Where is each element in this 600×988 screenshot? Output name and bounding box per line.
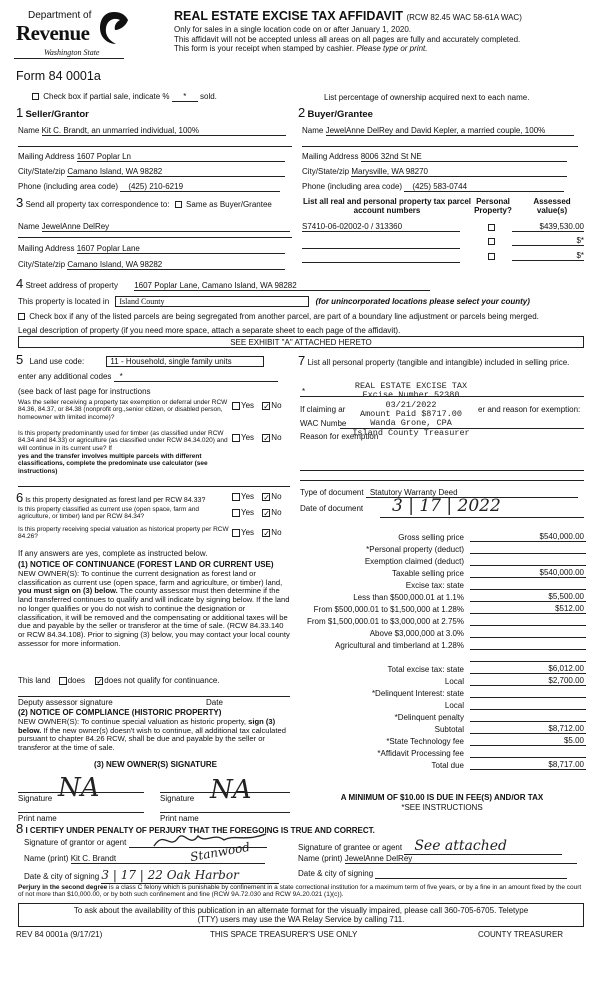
signature-label-1: Signature — [18, 794, 53, 803]
relay-line2: (TTY) users may use the WA Relay Service by calling 711. — [197, 915, 405, 925]
buyer-mail[interactable]: 8006 32nd St NE — [361, 152, 567, 162]
buyer-mail-label: Mailing Address — [302, 152, 359, 161]
grantee-name[interactable]: JewelAnne DelRey — [345, 854, 577, 864]
personal-property-checkbox-2[interactable] — [488, 238, 495, 245]
tax-row — [296, 578, 586, 590]
notice2-p2a: sign (3) below. — [18, 717, 276, 735]
buyer-name-label: Name — [302, 126, 324, 135]
form-number: Form 84 0001a — [16, 69, 101, 83]
street-field — [16, 277, 430, 292]
tax-row — [296, 758, 586, 770]
notice2-title: (2) NOTICE OF COMPLIANCE (HISTORIC PROPERTY) — [18, 708, 222, 717]
form-title: REAL ESTATE EXCISE TAX AFFIDAVIT — [174, 9, 403, 23]
form-rcw: (RCW 82.45 WAC 58-61A WAC) — [406, 13, 522, 22]
corr-mail[interactable]: 1607 Poplar Lane — [77, 244, 285, 254]
buyer-title: Buyer/Grantee — [307, 109, 373, 120]
assessed-value-2[interactable]: $* — [512, 236, 584, 246]
corr-mail-field — [18, 244, 285, 254]
seller-heading — [16, 106, 89, 121]
tax-row-label: Agricultural and timberland at 1.28% — [335, 640, 464, 650]
notice2-p1: NEW OWNER(S): To continue special valuation as historic property, — [18, 717, 247, 726]
header-line3b: Please type or print. — [356, 43, 428, 53]
q5-2-yes-label: Yes — [241, 433, 255, 442]
additional-codes-field — [18, 372, 278, 382]
grantee-name-field — [298, 854, 577, 864]
q6-3-yes-label: Yes — [241, 528, 255, 537]
tax-row-value[interactable] — [470, 661, 586, 662]
tax-row — [296, 650, 586, 662]
grantor-date-field — [24, 869, 279, 884]
buyer-city-field — [302, 167, 567, 177]
grantee-date-city[interactable] — [375, 869, 567, 879]
seller-title: Seller/Grantor — [25, 109, 89, 120]
ownership-note: List percentage of ownership acquired next to each name. — [324, 93, 530, 102]
does-not-checkbox[interactable]: ✓ — [96, 676, 103, 686]
same-as-buyer-checkbox[interactable] — [175, 201, 182, 208]
grantor-name[interactable]: Kit C. Brandt — [71, 854, 265, 864]
tax-row-value[interactable] — [470, 697, 586, 698]
buyer-num: 2 — [298, 105, 306, 120]
perjury-bold: Perjury in the second degree — [18, 884, 108, 891]
deputy-line — [18, 696, 290, 697]
tax-row-label: Local — [444, 676, 464, 686]
section4-num: 4 — [16, 276, 24, 291]
notice1-p2b: you must sign on (3) below. — [18, 586, 118, 596]
minimum-line1: A MINIMUM OF $10.00 IS DUE IN FEE(S) AND/OR TAX — [340, 793, 544, 802]
q5-1-no-checkbox[interactable]: ✓ — [263, 401, 270, 411]
partial-sale-checkbox[interactable] — [32, 93, 39, 100]
footer-center: THIS SPACE TREASURER'S USE ONLY — [210, 930, 358, 939]
relay-box — [18, 903, 584, 927]
buyer-phone[interactable]: (425) 583-0744 — [404, 182, 564, 192]
city-mark: Stanwood — [189, 839, 251, 865]
tax-row — [296, 566, 586, 578]
deputy-label: Deputy assessor signature — [18, 698, 113, 707]
section7-intro — [298, 354, 588, 369]
perjury-notice — [18, 884, 584, 899]
tax-row-label: Exemption claimed (deduct) — [364, 556, 464, 566]
header-line2: This affidavit will not be accepted unless all areas on all pages are fully and accurately completed. — [174, 34, 521, 44]
county-select[interactable]: Island County — [115, 296, 309, 307]
dept-line1: Department of — [28, 10, 92, 21]
tax-row-label: Local — [444, 700, 464, 710]
tax-row-label: Subtotal — [434, 724, 464, 734]
q5-1-no-label: No — [271, 401, 282, 410]
buyer-phone-label: Phone (including area code) — [302, 182, 403, 191]
dor-swirl-icon — [98, 10, 130, 46]
dor-logo — [14, 8, 134, 70]
tax-row-label: From $1,500,000.01 to $3,000,000 at 2.75% — [306, 616, 464, 626]
notice1-p2a: land, — [265, 577, 283, 587]
located-note: (for unincorporated locations please select your county) — [315, 297, 530, 306]
does-not-label: does not qualify for continuance. — [104, 676, 220, 685]
tax-row-value[interactable] — [470, 757, 586, 758]
tax-row-value[interactable] — [470, 709, 586, 710]
partial-sale — [32, 92, 217, 102]
q5-1-yes-checkbox[interactable] — [232, 402, 240, 410]
corr-name-label: Name — [18, 222, 40, 231]
tax-row-label: From $500,000.01 to $1,500,000 at 1.28% — [313, 604, 464, 614]
header-line3: This form is your receipt when stamped by cashier. — [174, 43, 355, 53]
tax-row — [296, 698, 586, 710]
buyer-city-label: City/State/zip — [302, 167, 350, 176]
tax-row — [296, 710, 586, 722]
tax-row-label: Excise tax: state — [405, 580, 464, 590]
located-label: This property is located in — [18, 297, 110, 306]
land-use-label: Land use code: — [29, 357, 85, 366]
grantee-sig-field — [298, 838, 562, 855]
tax-row-label: *Personal property (deduct) — [366, 544, 464, 554]
personal-property-checkbox-3[interactable] — [488, 253, 495, 260]
q5-2-yes-checkbox[interactable] — [232, 434, 240, 442]
parcel-line-3 — [302, 262, 460, 263]
dept-line3: Washington State — [44, 48, 100, 57]
notice3-title: (3) NEW OWNER(S) SIGNATURE — [94, 760, 217, 769]
print-name-label-2: Print name — [160, 814, 199, 823]
print-name-label-1: Print name — [18, 814, 57, 823]
seller-city-label: City/State/zip — [18, 167, 66, 176]
signature-label-2: Signature — [160, 794, 195, 803]
seller-blank-line — [18, 146, 292, 147]
doc-type[interactable]: Statutory Warranty Deed — [366, 488, 578, 498]
assessed-value-1[interactable]: $439,530.00 — [512, 222, 584, 232]
dept-line2: Revenue — [16, 21, 90, 45]
seller-phone[interactable]: (425) 210-6219 — [120, 182, 280, 192]
notice2-body — [18, 718, 290, 753]
buyer-name[interactable]: JewelAnne DelRey and David Kepler, a married couple, 100% — [326, 126, 574, 136]
seller-city[interactable]: Camano Island, WA 98282 — [67, 167, 285, 177]
tax-row — [296, 662, 586, 674]
partial-sale-label: Check box if partial sale, indicate % — [43, 92, 170, 101]
partial-sale-suffix: sold. — [200, 92, 217, 101]
stamp-line-4: Amount Paid $8717.00 — [359, 409, 463, 420]
land-use-select[interactable]: 11 - Household, single family units — [106, 356, 264, 367]
grantor-date-city[interactable]: 3 | 17 | 22 Oak Harbor — [101, 869, 279, 884]
stamp-line-6: Island County Treasurer — [352, 427, 470, 438]
q5-1: Was the seller receiving a property tax exemption or deferral under RCW 84.36, 84.37, or 84.38 (nonprofit org.,senior citizen, or disabled person, homeowner with limited income)? — [18, 399, 228, 421]
stamp-line-1: REAL ESTATE EXCISE TAX — [354, 381, 468, 391]
q6-1-yes-label: Yes — [241, 492, 255, 501]
seller-name[interactable]: Kit C. Brandt, an unmarried individual, 100% — [42, 126, 286, 136]
section8-num: 8 — [16, 821, 24, 836]
q6-3-no-label: No — [271, 528, 282, 537]
street-address[interactable]: 1607 Poplar Lane, Camano Island, WA 98282 — [134, 281, 430, 291]
q5-2a: Is this property predominantly used for timber (as classified under RCW 84.34 and 84.33) or agriculture (as classified under RCW 84.34.020) and will continue in its current use? If — [18, 430, 228, 452]
grantor-name-label: Name (print) — [24, 854, 69, 863]
tax-row-value[interactable] — [470, 721, 586, 722]
reason-line-2 — [300, 480, 584, 481]
q6-2-no-checkbox[interactable]: ✓ — [263, 508, 270, 518]
tax-row-value[interactable] — [470, 553, 586, 554]
tax-row — [296, 746, 586, 758]
buyer-heading — [298, 106, 373, 121]
grantor-sig-label: Signature of grantor or agent — [24, 838, 127, 847]
grantee-signature[interactable]: See attached — [404, 838, 562, 855]
tax-row — [296, 626, 586, 638]
wac-label: WAC Numbe — [300, 419, 347, 428]
notice1-p2c: The county assessor must then determine if the land transferred continues to qualify and will indicate by signing below. If the land no longer qualifies or you do not wish to continue the designation or classification, it will be removed and the compensating or additional taxes will be due and payable by the seller or transferor at the time of sale. (RCW 84.33.140 or RCW 84.34.108). Prior to signing (3) below, you may contact your local county assessor for more information. — [18, 586, 290, 648]
q6-1-no-checkbox[interactable]: ✓ — [263, 492, 270, 502]
tax-row-value[interactable] — [470, 565, 586, 566]
tax-row — [296, 530, 586, 542]
seller-name-field — [18, 126, 292, 136]
q5-2-no-label: No — [271, 433, 282, 442]
tax-row-value[interactable]: $8,712.00 — [470, 724, 586, 734]
continuance-field — [18, 676, 219, 685]
q6-1-answers — [232, 492, 282, 501]
if-any-yes: If any answers are yes, complete as instructed below. — [18, 549, 208, 558]
tax-row — [296, 686, 586, 698]
doc-date-label: Date of document — [300, 504, 364, 513]
tax-row-value[interactable] — [470, 625, 586, 626]
additional-codes[interactable]: * — [114, 372, 278, 382]
tax-row — [296, 722, 586, 734]
correspondence-heading — [16, 196, 272, 211]
tax-row-value[interactable]: $8,717.00 — [470, 760, 586, 770]
footer-rev: REV 84 0001a (9/17/21) — [16, 930, 103, 939]
grantee-name-label: Name (print) — [298, 854, 343, 863]
notice1-body — [18, 570, 290, 648]
this-land-label: This land — [18, 676, 51, 685]
q5-2b: yes and the transfer involves multiple parcels with different classifications, complete the predominate use calculator (see instructions) — [18, 453, 208, 475]
minimum-line2: *SEE INSTRUCTIONS — [401, 803, 483, 812]
q6-1: Is this property designated as forest land per RCW 84.33? — [25, 497, 206, 504]
tax-calculation — [296, 530, 586, 770]
na-mark-2: NA — [210, 775, 252, 805]
q6-2-no-label: No — [271, 508, 282, 517]
q6-3-answers — [232, 528, 282, 537]
segregated-label: Check box if any of the listed parcels are being segregated from another parcel, are part of a boundary line adjustment or parcels being merged. — [29, 312, 539, 321]
partial-sale-pct[interactable]: * — [172, 92, 198, 102]
tax-row-label: Less than $500,000.01 at 1.1% — [353, 592, 464, 602]
personal-col-header: Personal Property? — [474, 197, 512, 216]
see-back: (see back of last page for instructions — [18, 387, 151, 396]
tax-row-label: *State Technology fee — [386, 736, 464, 746]
tax-row-label: *Affidavit Processing fee — [377, 748, 464, 758]
q6-1-no-label: No — [271, 492, 282, 501]
parcel-row-1 — [302, 222, 460, 232]
notice2-p2b: If the new owner(s) doesn't wish to continue, all additional tax calculated pursuant to chapter 84.26 RCW, shall be due and payable by the seller or transferor at the time of sale. — [18, 725, 286, 753]
claiming-a: If claiming ar — [300, 405, 346, 414]
located-field — [18, 296, 530, 307]
legal-label: Legal description of property (if you need more space, attach a separate sheet to each page of the affidavit). — [18, 326, 401, 335]
legal-description[interactable]: SEE EXHIBIT "A" ATTACHED HERETO — [18, 336, 584, 348]
logo-rule — [14, 58, 124, 59]
tax-row-value[interactable]: $2,700.00 — [470, 676, 586, 686]
buyer-name-field — [302, 126, 574, 136]
perjury-text: is a class C felony which is punishable by confinement in a state correctional institution for a maximum term of five years, or by a fine in an amount fixed by the court of not more than $10,000.00, or by both such confinement and fine (RCW 9A.72.030 and RCW 9A.20.021 (1)(c)). — [18, 884, 582, 899]
segregated-checkbox[interactable] — [18, 313, 25, 320]
tax-row — [296, 554, 586, 566]
q6-1-yes-checkbox[interactable] — [232, 493, 240, 501]
stamp-line-3: 03/21/2022 — [385, 399, 437, 410]
personal-property-checkbox-1[interactable] — [488, 224, 495, 231]
seller-phone-field — [18, 182, 280, 192]
tax-row-label: *Delinquent Interest: state — [371, 688, 464, 698]
tax-row-label: Gross selling price — [398, 532, 464, 542]
same-as-buyer-label: Same as Buyer/Grantee — [186, 200, 272, 209]
section7-num: 7 — [298, 353, 306, 368]
deputy-date-label: Date — [206, 698, 223, 707]
tax-row-value[interactable]: $512.00 — [470, 604, 586, 614]
q5-2-answers — [232, 433, 282, 442]
relay-line1: To ask about the availability of this publication in an alternate format for the visually impaired, please call 360-705-6705. Teletype — [73, 906, 529, 915]
q6-3-no-checkbox[interactable]: ✓ — [263, 528, 270, 538]
tax-row — [296, 734, 586, 746]
does-checkbox[interactable] — [59, 677, 67, 685]
corr-city[interactable]: Camano Island, WA 98282 — [67, 260, 285, 270]
notice1-title: (1) NOTICE OF CONTINUANCE (FOREST LAND OR CURRENT USE) — [18, 560, 274, 569]
buyer-phone-field — [302, 182, 564, 192]
q6-3-yes-checkbox[interactable] — [232, 529, 240, 537]
treasurer-stamp — [336, 382, 486, 438]
assessed-value-3[interactable]: $* — [512, 251, 584, 261]
reason-label: Reason for exemption — [300, 432, 379, 441]
q6-2: Is this property classified as current use (open space, farm and agriculture, or timber) land per RCW 84.34? — [18, 506, 200, 521]
tax-row-label: *Delinquent penalty — [394, 712, 464, 722]
section5-rule — [18, 486, 290, 487]
section5-num: 5 — [16, 352, 24, 367]
doc-date-field — [300, 504, 363, 513]
tax-row-value[interactable]: $540,000.00 — [470, 568, 586, 578]
doc-date[interactable]: 3 | 17 | 2022 — [380, 497, 584, 518]
tax-row-label: Total due — [431, 760, 464, 770]
land-use-field — [16, 353, 264, 368]
personal-property-list[interactable]: * — [300, 387, 584, 397]
stamp-line-2: Excise Number 52380 — [362, 390, 460, 401]
tax-row-label: Taxable selling price — [391, 568, 464, 578]
notice1-p1: NEW OWNER(S): To continue the current designation as forest land or classification as current use (open space, farm and agriculture, or timber) — [18, 569, 264, 587]
tax-row-value[interactable]: $540,000.00 — [470, 532, 586, 542]
q6-1-field — [16, 491, 228, 506]
q6-2-yes-checkbox[interactable] — [232, 509, 240, 517]
header-line1: Only for sales in a single location code on or after January 1, 2020. — [174, 25, 412, 35]
doc-type-label: Type of document — [300, 488, 364, 497]
corr-name[interactable]: JewelAnne DelRey — [42, 222, 290, 232]
corr-city-field — [18, 260, 285, 270]
tax-row — [296, 674, 586, 686]
tax-row-label: Total excise tax: state — [387, 664, 464, 674]
tax-row — [296, 590, 586, 602]
grantee-date-field — [298, 869, 567, 879]
seller-mail-field — [18, 152, 285, 162]
footer-right: COUNTY TREASURER — [478, 930, 564, 939]
reason-line-1 — [300, 470, 584, 471]
seller-mail[interactable]: 1607 Poplar Ln — [77, 152, 285, 162]
tax-row — [296, 542, 586, 554]
section6-num: 6 — [16, 490, 24, 505]
assessed-col-header: Assessed value(s) — [533, 197, 571, 216]
tax-row-value[interactable]: $5.00 — [470, 736, 586, 746]
grantor-date-label: Date & city of signing — [24, 872, 100, 881]
print-name-line-1 — [18, 812, 144, 813]
corr-name-field — [18, 222, 290, 232]
parcel-number-1[interactable]: S7410-06-02002-0 / 313360 — [302, 222, 460, 232]
corr-blank-line — [18, 237, 292, 238]
tax-row — [296, 638, 586, 650]
additional-codes-label: enter any additional codes — [18, 372, 112, 381]
form-header — [174, 9, 594, 53]
street-label: Street address of property — [25, 281, 118, 290]
q6-2-yes-label: Yes — [241, 508, 255, 517]
buyer-city[interactable]: Marysville, WA 98270 — [351, 167, 567, 177]
grantee-date-label: Date & city of signing — [298, 869, 374, 878]
seller-name-label: Name — [18, 126, 40, 135]
tax-row-value[interactable]: $6,012.00 — [470, 664, 586, 674]
does-label: does — [67, 676, 86, 685]
corr-mail-label: Mailing Address — [18, 244, 75, 253]
na-mark-1: NA — [58, 773, 100, 803]
q5-1-answers — [232, 401, 282, 410]
tax-row-value[interactable] — [470, 589, 586, 590]
correspondence-title: Send all property tax correspondence to: — [25, 200, 170, 209]
tax-row — [296, 614, 586, 626]
certify-text: I CERTIFY UNDER PENALTY OF PERJURY THAT THE FOREGOING IS TRUE AND CORRECT. — [25, 826, 375, 835]
tax-row-value[interactable]: $5,500.00 — [470, 592, 586, 602]
parcel-col-header: List all real and personal property tax parcel account numbers — [302, 197, 472, 216]
q6-2-answers — [232, 508, 282, 517]
seller-phone-label: Phone (including area code) — [18, 182, 119, 191]
q6-3: Is this property receiving special valuation as historical property per RCW 84.26? — [18, 526, 229, 541]
tax-row-value[interactable] — [470, 649, 586, 650]
corr-city-label: City/State/zip — [18, 260, 66, 269]
tax-row — [296, 602, 586, 614]
print-name-line-2 — [160, 812, 290, 813]
segregated-field — [18, 312, 539, 321]
seller-city-field — [18, 167, 285, 177]
correspondence-num: 3 — [16, 195, 24, 210]
grantee-sig-label: Signature of grantee or agent — [298, 843, 403, 852]
q5-1-yes-label: Yes — [241, 401, 255, 410]
tax-row-value[interactable] — [470, 637, 586, 638]
claiming-b: er and reason for exemption: — [478, 405, 581, 414]
section7-intro-text: List all personal property (tangible and intangible) included in selling price. — [307, 358, 570, 367]
seller-mail-label: Mailing Address — [18, 152, 75, 161]
q5-2-no-checkbox[interactable]: ✓ — [263, 433, 270, 443]
parcel-line-2 — [302, 248, 460, 249]
seller-num: 1 — [16, 105, 24, 120]
tax-row-label: Above $3,000,000 at 3.0% — [369, 628, 464, 638]
stamp-line-5: Wanda Grone, CPA — [370, 418, 452, 429]
buyer-mail-field — [302, 152, 567, 162]
buyer-blank-line — [302, 146, 578, 147]
